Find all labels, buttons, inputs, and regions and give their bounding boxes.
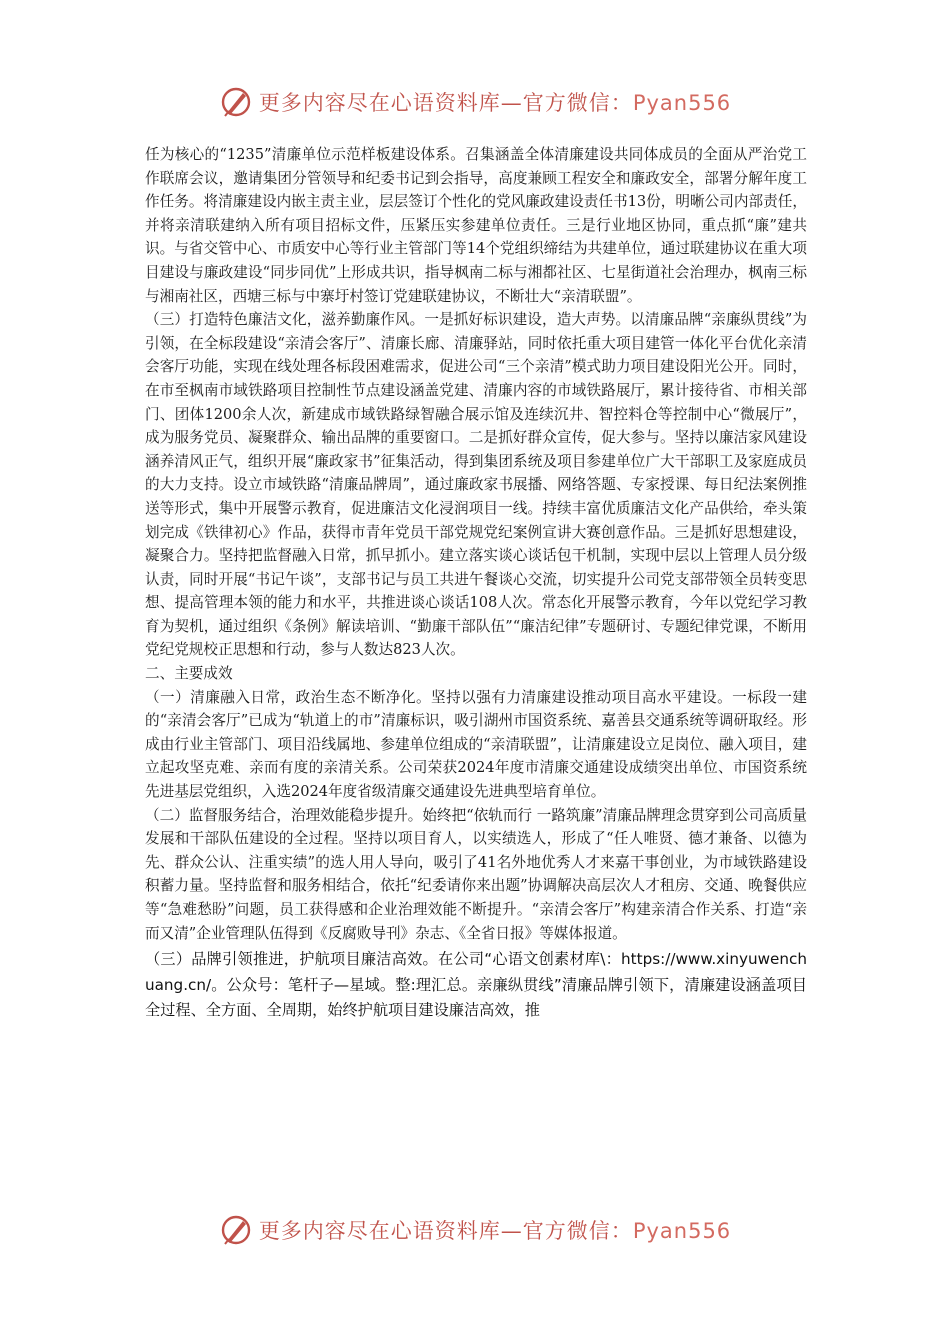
quill-pen-logo-icon — [219, 85, 253, 119]
header-banner — [0, 80, 950, 124]
header-wechat-id: Pyan556 — [632, 91, 732, 115]
section-heading-2: 二、主要成效 — [145, 665, 233, 683]
quill-pen-logo-icon — [219, 1213, 253, 1247]
paragraph-1: 任为核心的“1235”清廉单位示范样板建设体系。召集涵盖全体清廉建设共同体成员的全面从严治党工作联席会议，邀请集团分管领导和纪委书记到会指导，高度兼顾工程安全和廉政安全，部署分解年度工作任务。将清廉建设内嵌主责主业，层层签订个性化的党风廉政建设责任书13份，明晰公司内部责任，并将亲清联建纳入所有项目招标文件，压紧压实参建单位责任。三是行业地区协同，重点抓“廉”建共识。与省交管中心、市质安中心等行业主管部门等14个党组织缔结为共建单位，通过联建协议在重大项目建设与廉政建设“同步同优”上形成共识，指导枫南二标与湘都社区、七星街道社会治理办，枫南三标与湘南社区，西塘三标与中寨圩村签订党建联建协议，不断壮大“亲清联盟”。 — [145, 146, 807, 305]
paragraph-2: （三）打造特色廉洁文化，滋养勤廉作风。一是抓好标识建设，造大声势。以清廉品牌“亲廉纵贯线”为引领，在全标段建设“亲清会客厅”、清廉长廊、清廉驿站，同时依托重大项目建管一体化平台优化亲清会客厅功能，实现在线处理各标段困难需求，促进公司“三个亲清”模式助力项目建设阳光公开。同时，在市至枫南市域铁路项目控制性节点建设涵盖党建、清廉内容的市域铁路展厅，累计接待省、市相关部门、团体1200余人次，新建成市域铁路绿智融合展示馆及连续沉井、智控料仓等控制中心“微展厅”，成为服务党员、凝聚群众、输出品牌的重要窗口。二是抓好群众宣传，促大参与。坚持以廉洁家风建设涵养清风正气，组织开展“廉政家书”征集活动，得到集团系统及项目参建单位广大干部职工及家庭成员的大力支持。设立市域铁路“清廉品牌周”，通过廉政家书展播、网络答题、专家授课、每日纪法案例推送等形式，集中开展警示教育，促进廉洁文化浸润项目一线。持续丰富优质廉洁文化产品供给，牵头策划完成《铁律初心》作品，获得市青年党员干部党规党纪案例宣讲大赛创意作品。三是抓好思想建设，凝聚合力。坚持把监督融入日常，抓早抓小。建立落实谈心谈话包干机制，实现中层以上管理人员分级认责，同时开展“书记午谈”，支部书记与员工共进午餐谈心交流，切实提升公司党支部带领全员转变思想、提高管理本领的能力和水平，共推进谈心谈话108人次。常态化开展警示教育，今年以党纪学习教育为契机，通过组织《条例》解读培训、“勤廉干部队伍”“廉洁纪律”专题研讨、专题纪律党课，不断用党纪党规校正思想和行动，参与人数达823人次。 — [145, 311, 807, 659]
document-body — [145, 143, 807, 1024]
paragraph-3: （一）清廉融入日常，政治生态不断净化。坚持以强有力清廉建设推动项目高水平建设。一标段一建的“亲清会客厅”已成为“轨道上的市”清廉标识，吸引湖州市国资系统、嘉善县交通系统等调研取经。形成由行业主管部门、项目沿线属地、参建单位组成的“亲清联盟”，让清廉建设立足岗位、融入项目，建立起攻坚克难、亲而有度的亲清关系。公司荣获2024年度市清廉交通建设成绩突出单位、市国资系统先进基层党组织，入选2024年度省级清廉交通建设先进典型培育单位。 — [145, 688, 807, 801]
paragraph-5: （三）品牌引领推进，护航项目廉洁高效。在公司“心语文创素材库\：https://www.xinyuwenchuang.cn/。公众号：笔杆子—星域。整:理汇总。亲廉纵贯线”清廉品牌引领下，清廉建设涵盖项目全过程、全方面、全周期，始终护航项目建设廉洁高效，推 — [145, 950, 807, 1020]
footer-banner-text: 更多内容尽在心语资料库—官方微信：Pyan556 — [258, 1219, 732, 1243]
header-banner-text: 更多内容尽在心语资料库—官方微信：Pyan556 — [258, 91, 732, 115]
footer-banner — [0, 1208, 950, 1252]
paragraph-4: （二）监督服务结合，治理效能稳步提升。始终把“依轨而行 一路筑廉”清廉品牌理念贯穿到公司高质量发展和干部队伍建设的全过程。坚持以项目育人，以实绩选人，形成了“任人唯贤、德才兼备、以德为先、群众公认、注重实绩”的选人用人导向，吸引了41名外地优秀人才来嘉干事创业，为市域铁路建设积蓄力量。坚持监督和服务相结合，依托“纪委请你来出题”协调解决高层次人才租房、交通、晚餐供应等“急难愁盼”问题，员工获得感和企业治理效能不断提升。“亲清会客厅”构建亲清合作关系、打造“亲而又清”企业管理队伍得到《反腐败导刊》杂志、《全省日报》等媒体报道。 — [145, 806, 807, 942]
footer-wechat-id: Pyan556 — [632, 1219, 732, 1243]
